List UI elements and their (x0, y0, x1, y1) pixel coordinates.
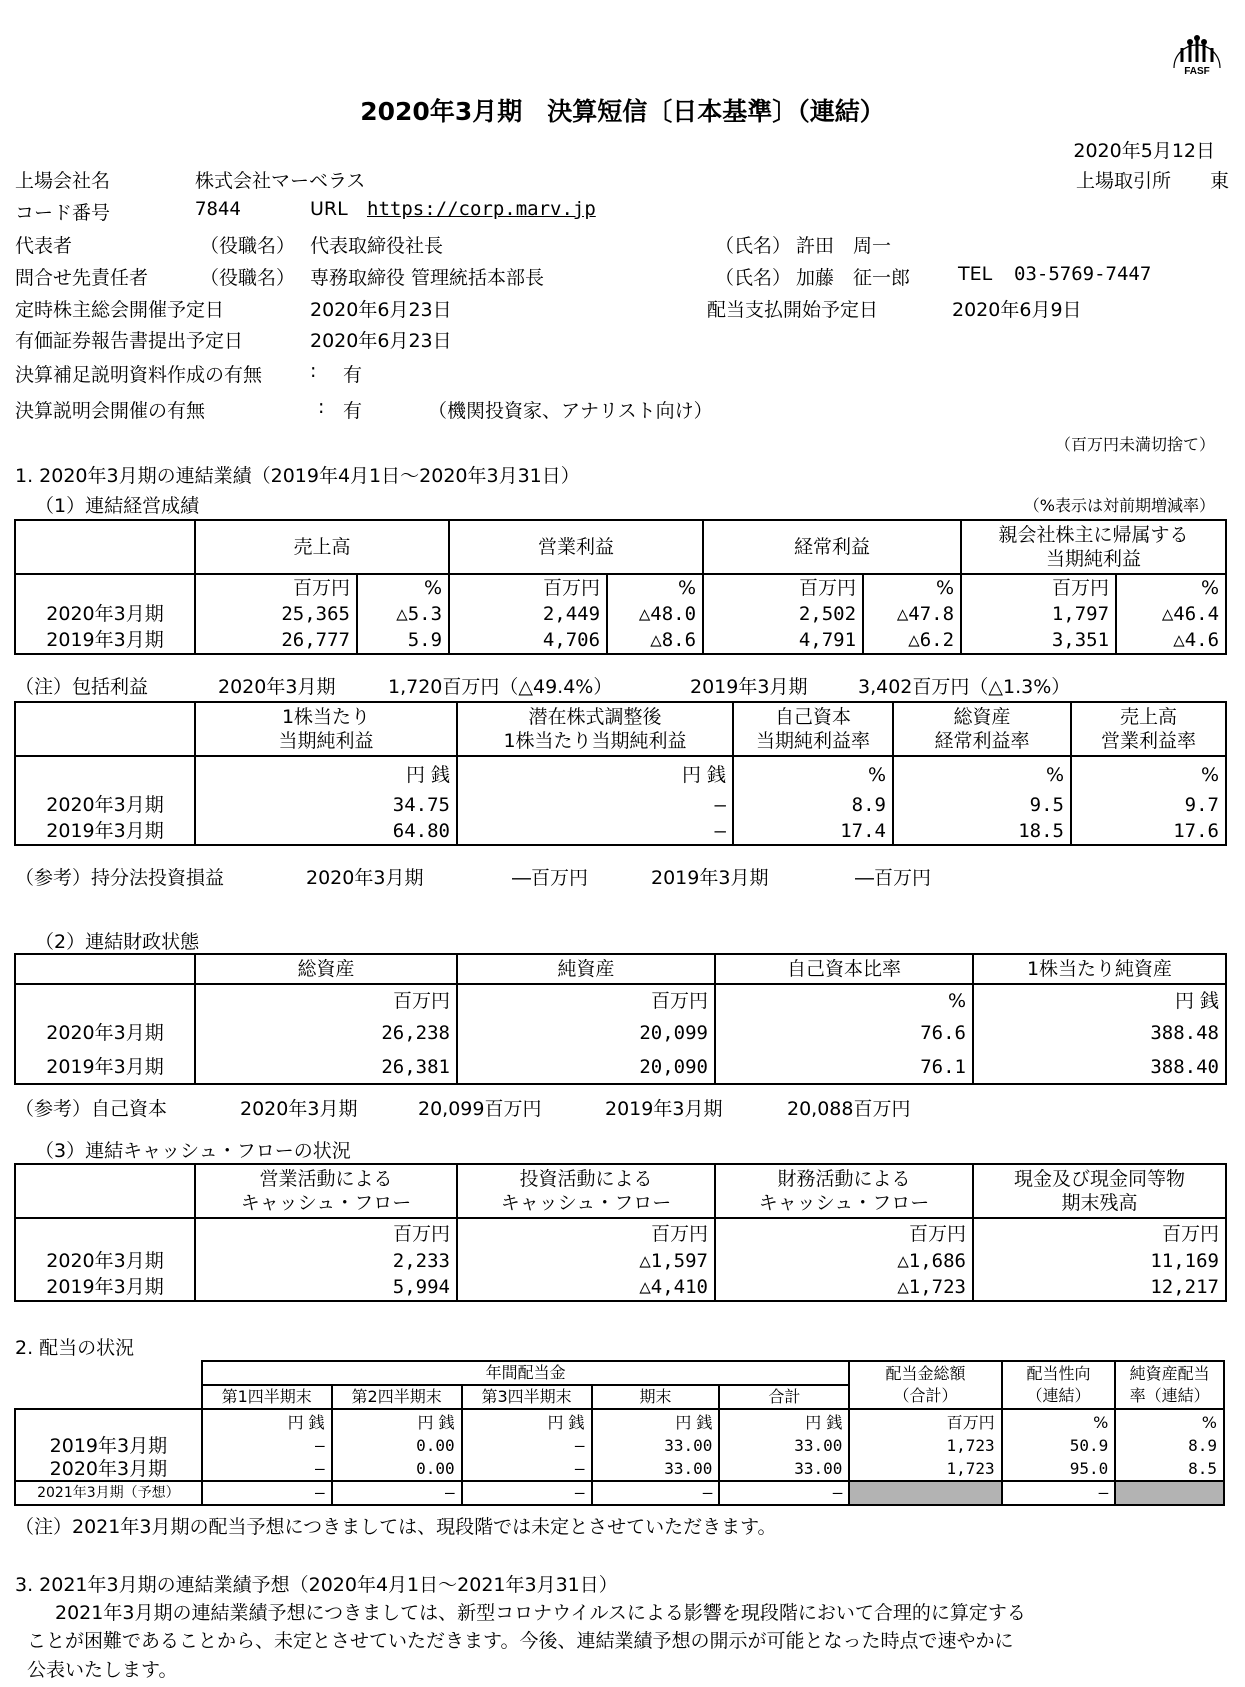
ps-h-roe-1: 自己資本 (774, 706, 851, 728)
cell: 1,723 (849, 1435, 1001, 1457)
unit: 百万円 (195, 574, 357, 601)
contact-name: 加藤 征一郎 (796, 267, 911, 289)
cell: 2,502 (703, 601, 863, 627)
div-h-sum: 合計 (719, 1385, 849, 1409)
cell: ― (202, 1481, 332, 1505)
unit: % (893, 756, 1071, 792)
unit-note: （百万円未満切捨て） (1054, 435, 1215, 454)
cell: 388.48 (973, 1016, 1226, 1050)
div-h-doe (1115, 1361, 1224, 1409)
cell: 8.5 (1115, 1457, 1224, 1481)
ps-h-roe (733, 702, 893, 756)
cell: 76.6 (715, 1016, 973, 1050)
ps-h-diluted-1: 潜在株式調整後 (528, 706, 662, 728)
cell: 9.7 (1071, 792, 1226, 818)
row-period: 2020年3月期 (15, 1016, 195, 1050)
cell: 64.80 (195, 818, 457, 845)
cell: 2,233 (195, 1248, 457, 1274)
brief-note: （機関投資家、アナリスト向け） (428, 400, 713, 422)
section1-title: 1. 2020年3月期の連結業績（2019年4月1日～2020年3月31日） (15, 465, 580, 487)
div-group-header: 年間配当金 (202, 1361, 850, 1385)
cell-shaded (1115, 1481, 1224, 1505)
fin-unit-corner (15, 984, 195, 1016)
cell: ― (719, 1481, 849, 1505)
cell: 17.6 (1071, 818, 1226, 845)
cell: 33.00 (592, 1457, 720, 1481)
equity-v2: 20,088百万円 (787, 1098, 911, 1120)
colon-2: : (318, 396, 325, 418)
row-period: 2019年3月期 (15, 1435, 202, 1457)
section1-sub1: （1）連結経営成績 (35, 495, 200, 517)
div-h-total-2: （合計） (893, 1386, 958, 1405)
div-h-payout-2: （連結） (1026, 1386, 1091, 1405)
cell: ― (1002, 1481, 1116, 1505)
supp-value: 有 (343, 364, 363, 386)
tel-label: TEL (958, 263, 993, 285)
div-h-doe-1: 純資産配当 (1129, 1364, 1210, 1383)
equity-method-p2: 2019年3月期 (651, 867, 769, 889)
unit: % (607, 574, 703, 601)
ps-h-eps (195, 702, 457, 756)
unit: 百万円 (703, 574, 863, 601)
cell: 33.00 (592, 1435, 720, 1457)
cell: 95.0 (1002, 1457, 1116, 1481)
row-period: 2020年3月期 (15, 1248, 195, 1274)
cf-h-cash (973, 1164, 1226, 1218)
supp-label: 決算補足説明資料作成の有無 (15, 364, 263, 386)
comprehensive-label: （注）包括利益 (15, 676, 149, 698)
div-h-ye: 期末 (592, 1385, 720, 1409)
cell: ― (457, 818, 733, 845)
div-start-label: 配当支払開始予定日 (707, 299, 879, 321)
cf-h-fin-1: 財務活動による (777, 1168, 911, 1190)
unit: 百万円 (961, 574, 1116, 601)
cf-h-fin-2: キャッシュ・フロー (758, 1192, 930, 1214)
cell: 2,449 (449, 601, 607, 627)
rep-title-label: （役職名） (200, 235, 296, 257)
cell: 20,090 (457, 1050, 715, 1084)
cell: 8.9 (1115, 1435, 1224, 1457)
ps-h-roa-2: 経常利益率 (934, 730, 1030, 752)
cf-h-op-2: キャッシュ・フロー (240, 1192, 412, 1214)
cf-h-inv (457, 1164, 715, 1218)
div-start-date: 2020年6月9日 (952, 299, 1082, 321)
div-h-total (849, 1361, 1001, 1409)
div-corner (15, 1361, 202, 1409)
equity-v1: 20,099百万円 (418, 1098, 542, 1120)
section3-line-2: ことが困難であることから、未定とさせていただきます。今後、連結業績予想の開示が可能となった時点で速やかに (27, 1630, 1014, 1652)
logo-text: FASF (1184, 66, 1210, 76)
unit: % (715, 984, 973, 1016)
cell: 26,381 (195, 1050, 457, 1084)
code-label: コード番号 (15, 202, 111, 224)
cell: △5.3 (357, 601, 449, 627)
cell: 12,217 (973, 1274, 1226, 1301)
ps-unit-corner (15, 756, 195, 792)
unit: % (1115, 1409, 1224, 1435)
cell: △1,597 (457, 1248, 715, 1274)
ps-h-roa-1: 総資産 (953, 706, 1011, 728)
contact-label: 問合せ先責任者 (15, 267, 149, 289)
rep-title: 代表取締役社長 (310, 235, 444, 257)
row-period: 2019年3月期 (15, 1050, 195, 1084)
colon-1: : (310, 360, 317, 382)
cell: 26,777 (195, 627, 357, 654)
rep-label: 代表者 (15, 235, 73, 257)
cell: ― (202, 1457, 332, 1481)
equity-p1: 2020年3月期 (240, 1098, 358, 1120)
div-h-payout (1002, 1361, 1116, 1409)
row-period: 2020年3月期 (15, 792, 195, 818)
results-h-net-1: 親会社株主に帰属する (998, 524, 1189, 546)
cell: 33.00 (719, 1457, 849, 1481)
brief-label: 決算説明会開催の有無 (15, 400, 206, 422)
row-period: 2019年3月期 (15, 818, 195, 845)
contact-name-label: （氏名） (715, 267, 792, 289)
unit: 百万円 (849, 1409, 1001, 1435)
cell: △4.6 (1116, 627, 1226, 654)
unit: % (357, 574, 449, 601)
unit: 円 銭 (973, 984, 1226, 1016)
results-h-sales: 売上高 (195, 520, 449, 574)
fin-h-net: 純資産 (457, 954, 715, 984)
cell: △1,723 (715, 1274, 973, 1301)
ps-h-eps-2: 当期純利益 (278, 730, 374, 752)
cell: △4,410 (457, 1274, 715, 1301)
cell: 76.1 (715, 1050, 973, 1084)
ps-h-margin (1071, 702, 1226, 756)
comprehensive-p2: 2019年3月期 (690, 676, 808, 698)
unit: 円 銭 (462, 1409, 592, 1435)
rep-name: 許田 周一 (796, 235, 892, 257)
url-label: URL (310, 198, 348, 220)
ps-h-margin-2: 営業利益率 (1100, 730, 1196, 752)
cell: 33.00 (719, 1435, 849, 1457)
div-h-q3: 第3四半期末 (462, 1385, 592, 1409)
code-value: 7844 (195, 198, 241, 220)
unit: % (1002, 1409, 1116, 1435)
cell: 8.9 (733, 792, 893, 818)
results-h-op: 営業利益 (449, 520, 703, 574)
cell: ― (202, 1435, 332, 1457)
cell: ― (462, 1481, 592, 1505)
unit: 百万円 (457, 984, 715, 1016)
cell: 34.75 (195, 792, 457, 818)
unit: 円 銭 (592, 1409, 720, 1435)
div-h-q1: 第1四半期末 (202, 1385, 332, 1409)
section1-sub2: （2）連結財政状態 (35, 931, 200, 953)
cell: 18.5 (893, 818, 1071, 845)
cf-h-op-1: 営業活動による (259, 1168, 393, 1190)
section3-line-3: 公表いたします。 (27, 1659, 178, 1681)
cell: ― (462, 1435, 592, 1457)
equity-method-p1: 2020年3月期 (306, 867, 424, 889)
unit: 円 銭 (332, 1409, 462, 1435)
section3-line-1: 2021年3月期の連結業績予想につきましては、新型コロナウイルスによる影響を現段階において合理的に算定する (55, 1602, 1026, 1624)
company-name: 株式会社マーベラス (195, 170, 366, 192)
company-label: 上場会社名 (15, 170, 111, 192)
contact-title-label: （役職名） (200, 267, 296, 289)
cell: 9.5 (893, 792, 1071, 818)
exchange-label: 上場取引所 (1076, 170, 1172, 192)
results-table (14, 519, 1227, 655)
unit: 百万円 (457, 1218, 715, 1248)
div-unit-corner (15, 1409, 202, 1435)
ps-h-roa (893, 702, 1071, 756)
cell: 0.00 (332, 1435, 462, 1457)
exchange-value: 東 (1210, 170, 1230, 192)
cell: 0.00 (332, 1457, 462, 1481)
comprehensive-v1: 1,720百万円（△49.4%） (388, 676, 613, 698)
results-h-ord: 経常利益 (703, 520, 961, 574)
cell-shaded (849, 1481, 1001, 1505)
row-period: 2020年3月期 (15, 1457, 202, 1481)
cell: 50.9 (1002, 1435, 1116, 1457)
cell: ― (457, 792, 733, 818)
report-date: 2020年5月12日 (1073, 140, 1215, 162)
comprehensive-p1: 2020年3月期 (218, 676, 336, 698)
per-share-table (14, 701, 1227, 846)
cf-h-inv-1: 投資活動による (519, 1168, 653, 1190)
ps-h-margin-1: 売上高 (1119, 706, 1177, 728)
results-corner (15, 520, 195, 574)
ps-h-diluted-2: 1株当たり当期純利益 (503, 730, 687, 752)
cell: △48.0 (607, 601, 703, 627)
cell: 388.40 (973, 1050, 1226, 1084)
cell: 11,169 (973, 1248, 1226, 1274)
cf-unit-corner (15, 1218, 195, 1248)
cf-h-inv-2: キャッシュ・フロー (500, 1192, 672, 1214)
cell: 1,723 (849, 1457, 1001, 1481)
cashflow-table (14, 1163, 1227, 1302)
report-label: 有価証券報告書提出予定日 (15, 330, 244, 352)
cell: △6.2 (863, 627, 961, 654)
cf-h-fin (715, 1164, 973, 1218)
div-h-payout-1: 配当性向 (1026, 1364, 1091, 1383)
unit: % (1116, 574, 1226, 601)
cell: 5,994 (195, 1274, 457, 1301)
results-h-net (961, 520, 1226, 574)
fin-corner (15, 954, 195, 984)
agm-date: 2020年6月23日 (310, 299, 452, 321)
unit: 円 銭 (195, 756, 457, 792)
cf-h-op (195, 1164, 457, 1218)
div-h-q2: 第2四半期末 (332, 1385, 462, 1409)
unit: 円 銭 (457, 756, 733, 792)
fin-h-assets: 総資産 (195, 954, 457, 984)
cell: 25,365 (195, 601, 357, 627)
row-period: 2019年3月期 (15, 1274, 195, 1301)
pct-note: （%表示は対前期増減率） (1023, 496, 1215, 515)
unit: % (1071, 756, 1226, 792)
dividend-table (14, 1360, 1225, 1506)
unit: 百万円 (195, 984, 457, 1016)
section2-title: 2. 配当の状況 (15, 1337, 135, 1359)
ps-h-eps-1: 1株当たり (281, 706, 371, 728)
row-period: 2020年3月期 (15, 601, 195, 627)
equity-method-v2: ―百万円 (855, 867, 932, 889)
brief-value: 有 (343, 400, 363, 422)
contact-title: 専務取締役 管理統括本部長 (310, 267, 545, 289)
cell: 26,238 (195, 1016, 457, 1050)
div-h-total-1: 配当金総額 (885, 1364, 966, 1383)
unit: % (733, 756, 893, 792)
agm-label: 定時株主総会開催予定日 (15, 299, 225, 321)
cf-h-cash-2: 期末残高 (1061, 1192, 1138, 1214)
unit: 円 銭 (202, 1409, 332, 1435)
cf-corner (15, 1164, 195, 1218)
ps-h-diluted (457, 702, 733, 756)
report-date-value: 2020年6月23日 (310, 330, 452, 352)
unit: 百万円 (973, 1218, 1226, 1248)
row-period-forecast: 2021年3月期（予想） (15, 1481, 202, 1505)
cell: ― (332, 1481, 462, 1505)
section2-note: （注）2021年3月期の配当予想につきましては、現段階では未定とさせていただきます。 (15, 1516, 777, 1538)
equity-method-label: （参考）持分法投資損益 (15, 867, 225, 889)
tel-value: 03-5769-7447 (1014, 263, 1152, 285)
results-unit-corner (15, 574, 195, 601)
cell: 1,797 (961, 601, 1116, 627)
fin-h-bps: 1株当たり純資産 (973, 954, 1226, 984)
section1-sub3: （3）連結キャッシュ・フローの状況 (35, 1140, 351, 1162)
div-h-doe-2: 率（連結） (1129, 1386, 1210, 1405)
cf-h-cash-1: 現金及び現金同等物 (1013, 1168, 1185, 1190)
equity-label: （参考）自己資本 (15, 1098, 168, 1120)
equity-method-v1: ―百万円 (512, 867, 589, 889)
rep-name-label: （氏名） (715, 235, 792, 257)
row-period: 2019年3月期 (15, 627, 195, 654)
results-h-net-2: 当期純利益 (1046, 548, 1142, 570)
cell: 5.9 (357, 627, 449, 654)
comprehensive-v2: 3,402百万円（△1.3%） (858, 676, 1071, 698)
cell: △8.6 (607, 627, 703, 654)
cell: 17.4 (733, 818, 893, 845)
ps-h-roe-2: 当期純利益率 (755, 730, 870, 752)
unit: 百万円 (195, 1218, 457, 1248)
cell: △47.8 (863, 601, 961, 627)
fasf-logo (1170, 28, 1224, 76)
unit: 百万円 (715, 1218, 973, 1248)
section3-title: 3. 2021年3月期の連結業績予想（2020年4月1日～2021年3月31日） (15, 1574, 618, 1596)
cell: ― (462, 1457, 592, 1481)
cell: 4,791 (703, 627, 863, 654)
unit: % (863, 574, 961, 601)
unit: 円 銭 (719, 1409, 849, 1435)
cell: △46.4 (1116, 601, 1226, 627)
cell: 4,706 (449, 627, 607, 654)
per-share-corner (15, 702, 195, 756)
cell: ― (592, 1481, 720, 1505)
unit: 百万円 (449, 574, 607, 601)
url-link[interactable]: https://corp.marv.jp (367, 198, 596, 220)
fin-h-ratio: 自己資本比率 (715, 954, 973, 984)
page-title: 2020年3月期 決算短信〔日本基準〕（連結） (360, 97, 885, 126)
financial-table (14, 953, 1227, 1085)
cell: △1,686 (715, 1248, 973, 1274)
equity-p2: 2019年3月期 (605, 1098, 723, 1120)
cell: 3,351 (961, 627, 1116, 654)
cell: 20,099 (457, 1016, 715, 1050)
